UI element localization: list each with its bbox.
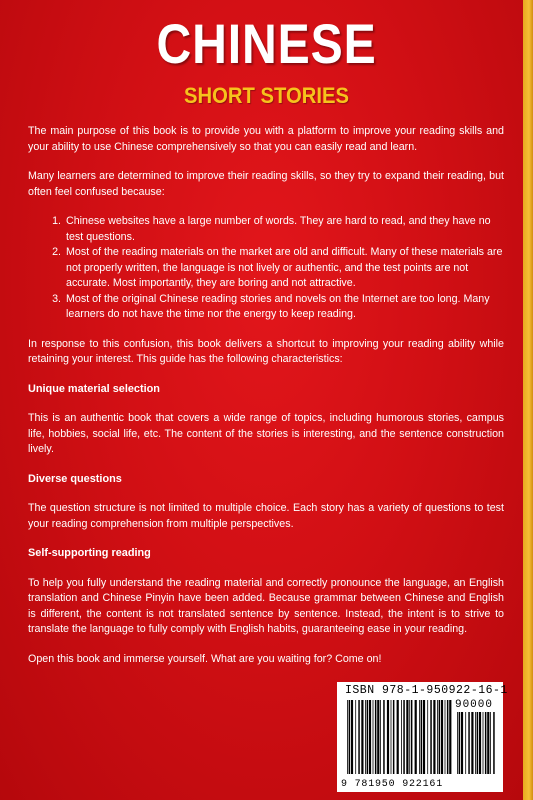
- isbn-barcode: [337, 682, 508, 792]
- book-subtitle: SHORT STORIES: [184, 83, 349, 108]
- addon-barcode-bars-icon: [457, 712, 495, 774]
- reason-item: 2. Most of the reading materials on the market are old and difficult. Many of these materials are not properly written, the language is not lively or authentic, and the test points are not accurate. Most importantly, they are boring and not attractive.: [64, 245, 504, 292]
- reasons-list: [28, 214, 504, 323]
- section-text: The question structure is not limited to multiple choice. Each story has a variety of questions to test your reading comprehension from multiple perspectives.: [28, 502, 504, 530]
- section-text: This is an authentic book that covers a wide range of topics, including humorous stories, campus life, hobbies, social life, etc. The content of the stories is interesting, and the sentence construction lively.: [28, 412, 504, 455]
- section-heading: Diverse questions: [28, 472, 122, 485]
- reason-item: 3. Most of the original Chinese reading stories and novels on the Internet are too long. Many learners do not have the time nor the energy to keep reading.: [64, 292, 504, 323]
- intro-paragraph-2: Many learners are determined to improve their reading skills, so they try to expand their reading, but often feel confused because:: [28, 170, 504, 198]
- section-text: To help you fully understand the reading material and correctly pronounce the language, an English translation and Chinese Pinyin have been added. Because grammar between Chinese and English is different, the content is not translated sentence by sentence. Instead, the intent is to strive to translate the language to fully comply with English habits, guaranteeing ease in your reading.: [28, 576, 504, 635]
- closing-paragraph: Open this book and immerse yourself. What are you waiting for? Come on!: [28, 652, 382, 665]
- response-paragraph: In response to this confusion, this book delivers a shortcut to improving your reading ability while retaining your interest. This guide has the following characteristics:: [28, 337, 504, 365]
- barcode-bars-icon: [347, 700, 453, 774]
- price-addon-code: 90000: [454, 699, 493, 711]
- isbn-number: ISBN 978-1-950922-16-1: [345, 684, 508, 697]
- barcode-digits: 9 781950 922161: [341, 779, 444, 790]
- reason-item: 1. Chinese websites have a large number of words. They are hard to read, and they have no test questions.: [64, 214, 504, 245]
- back-cover-text: [28, 124, 504, 681]
- spine-edge: [523, 0, 533, 800]
- intro-paragraph-1: The main purpose of this book is to provide you with a platform to improve your reading skills and your ability to use Chinese comprehensively so that you can easily read and learn.: [28, 125, 504, 153]
- book-title: CHINESE: [156, 12, 377, 75]
- section-heading: Unique material selection: [28, 382, 160, 395]
- section-heading: Self-supporting reading: [28, 547, 151, 559]
